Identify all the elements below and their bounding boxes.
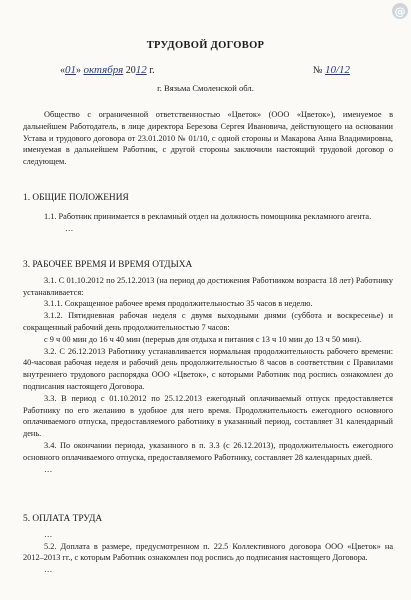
clause-3-1-1: 3.1.1. Сокращенное рабочее время продолжительностью 35 часов в неделю.	[44, 299, 313, 309]
ellipsis-d: …	[44, 565, 54, 575]
section-1	[23, 193, 393, 234]
number-value: 10/12	[324, 64, 350, 76]
section-3	[23, 260, 393, 475]
date-year-prefix: 20	[125, 65, 136, 76]
date-day: 01	[65, 64, 76, 76]
ellipsis-c: …	[44, 529, 54, 539]
clause-3-4: 3.4. По окончании периода, указанного в п. 3.3 (с 26.12.2013), продолжительность ежегодного основного оплачиваемого отпуска, предоставляемого Работнику, составляет 28 календарных дней.	[23, 440, 393, 462]
preamble-block	[23, 109, 393, 168]
clause-3-1: 3.1. С 01.10.2012 по 25.12.2013 (на период до достижения Работником возраста 18 лет) Работнику устанавливается:	[23, 275, 393, 297]
clause-1-1: 1.1. Работник принимается в рекламный отдел на должность помощника рекламного агента.	[44, 211, 372, 221]
clause-5-2: 5.2. Доплата в размере, предусмотренном п. 22.5 Коллективного договора ООО «Цветок» на 2012–2013 гг., с которым Работник ознакомлен под роспись до подписания настоящего Договора.	[23, 541, 393, 563]
contract-date	[60, 64, 155, 76]
date-year-unit: г.	[149, 65, 155, 76]
clause-3-3: 3.3. В период с 01.10.2012 по 25.12.2013 ежегодный оплачиваемый отпуск предоставляется Работнику по его желанию в удобное для него время. Продолжительность ежегодного основного оплачиваемого отпуска, предоставляемого работнику в указанный период, составляет 31 календарный день.	[23, 393, 393, 439]
date-close-quote: »	[76, 65, 81, 76]
clause-3-2: 3.2. С 26.12.2013 Работнику устанавливается нормальная продолжительность рабочего времени: 40-часовая рабочая неделя и рабочий день продолжительностью 8 часов в соответствии с Правилами внутреннего трудового распорядка ООО «Цветок», с которыми Работник под роспись ознакомлен до подписания настоящего Договора.	[23, 346, 393, 391]
logo-letter: @	[394, 4, 406, 18]
section-3-title: 3. РАБОЧЕЕ ВРЕМЯ И ВРЕМЯ ОТДЫХА	[23, 260, 193, 270]
date-open-quote: «	[60, 65, 65, 76]
date-year-suffix: 12	[135, 64, 147, 76]
corner-logo-icon	[392, 3, 408, 19]
preamble: Общество с ограниченной ответственностью «Цветок» (ООО «Цветок»), именуемое в дальнейшем Работодатель, в лице директора Березова Сергея Ивановича, действующего на основании Устава и трудового договора от 23.01.2010 № 01/10, с одной стороны и Макарова Анна Владимировна, именуемая в дальнейшем Работник, с другой стороны заключили настоящий трудовой договор о следующем.	[23, 110, 393, 167]
clause-3-1-2-hours: с 9 ч 00 мин до 16 ч 40 мин (перерыв для отдыха и питания с 13 ч 10 мин до 13 ч 50 мин).	[44, 334, 362, 344]
ellipsis-b: …	[44, 464, 54, 474]
section-1-title: 1. ОБЩИЕ ПОЛОЖЕНИЯ	[23, 193, 129, 203]
clause-3-1-2: 3.1.2. Пятидневная рабочая неделя с двумя выходными днями (суббота и воскресенье) и сокращенный рабочий день продолжительностью 7 часов:	[23, 311, 393, 332]
document-title: ТРУДОВОЙ ДОГОВОР	[146, 40, 265, 51]
section-5-title: 5. ОПЛАТА ТРУДА	[23, 514, 103, 524]
section-5	[23, 514, 393, 576]
date-month: октября	[83, 64, 124, 76]
city-line: г. Вязьма Смоленской обл.	[157, 83, 254, 93]
ellipsis-a: …	[65, 223, 75, 233]
contract-number	[313, 64, 350, 76]
number-prefix: №	[312, 65, 323, 76]
